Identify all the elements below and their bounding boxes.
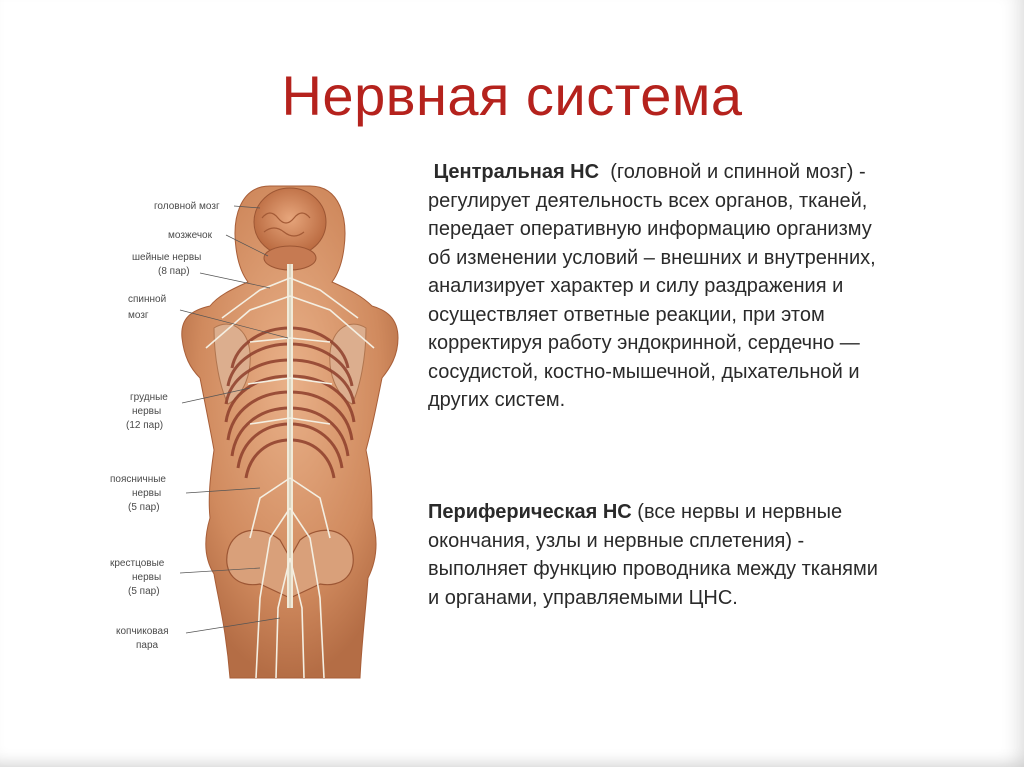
label-cervical-nerves: шейные нервы [132, 252, 202, 263]
label-coccygeal-1: копчиковая [116, 626, 169, 637]
peripheral-ns-line-1: окончания, узлы и нервные сплетения) - [428, 529, 805, 552]
slide-title: Нервная система [281, 64, 743, 127]
peripheral-ns-line-0: (все нервы и нервные [637, 501, 843, 523]
central-ns-term: Центральная НС [433, 161, 600, 183]
label-coccygeal-2: пара [136, 640, 159, 651]
peripheral-ns-paragraph [428, 498, 988, 612]
label-cervical-count: (8 пар) [158, 266, 190, 277]
central-ns-paragraph [428, 158, 988, 415]
central-ns-line [428, 158, 988, 187]
peripheral-ns-term: Периферическая НС [428, 501, 632, 523]
label-sacral-1: крестцовые [110, 558, 165, 569]
peripheral-ns-line-2: выполняет функцию проводника между тканями [428, 558, 878, 580]
label-sacral-3: (5 пар) [128, 586, 160, 597]
central-ns-line-1: регулирует деятельность всех органов, тканей, [428, 189, 868, 212]
central-ns-line-4: анализирует характер и силу раздражения и [428, 275, 844, 297]
peripheral-ns-line-3: и органами, управляемыми ЦНС. [428, 586, 738, 609]
label-lumbar-3: (5 пар) [128, 502, 160, 513]
central-ns-line-8: других систем. [428, 389, 566, 411]
central-ns-line-3: об изменении условий – внешних и внутренних, [428, 246, 876, 269]
label-cerebellum: мозжечок [168, 230, 212, 241]
label-thoracic-3: (12 пар) [126, 420, 164, 431]
label-lumbar-2: нервы [132, 488, 162, 499]
label-thoracic-2: нервы [132, 406, 162, 417]
peripheral-ns-line [428, 498, 988, 527]
central-ns-line-6: корректируя работу эндокринной, сердечно — [428, 332, 860, 354]
central-ns-line-0: (головной и спинной мозг) - [610, 161, 866, 183]
label-thoracic-1: грудные [130, 392, 168, 403]
label-brain: головной мозг [154, 201, 220, 212]
nervous-system-illustration [110, 178, 400, 688]
central-ns-line-2: передает оперативную информацию организму [428, 218, 872, 240]
label-lumbar-1: поясничные [110, 474, 166, 485]
label-spinal-cord-2: мозг [128, 310, 149, 321]
central-ns-line-5: осуществляет ответные реакции, при этом [428, 303, 825, 326]
central-ns-line-7: сосудистой, костно-мышечной, дыхательной и [428, 360, 860, 383]
label-sacral-2: нервы [132, 572, 162, 583]
anatomy-figure [110, 178, 400, 688]
label-spinal-cord-1: спинной [128, 294, 167, 305]
